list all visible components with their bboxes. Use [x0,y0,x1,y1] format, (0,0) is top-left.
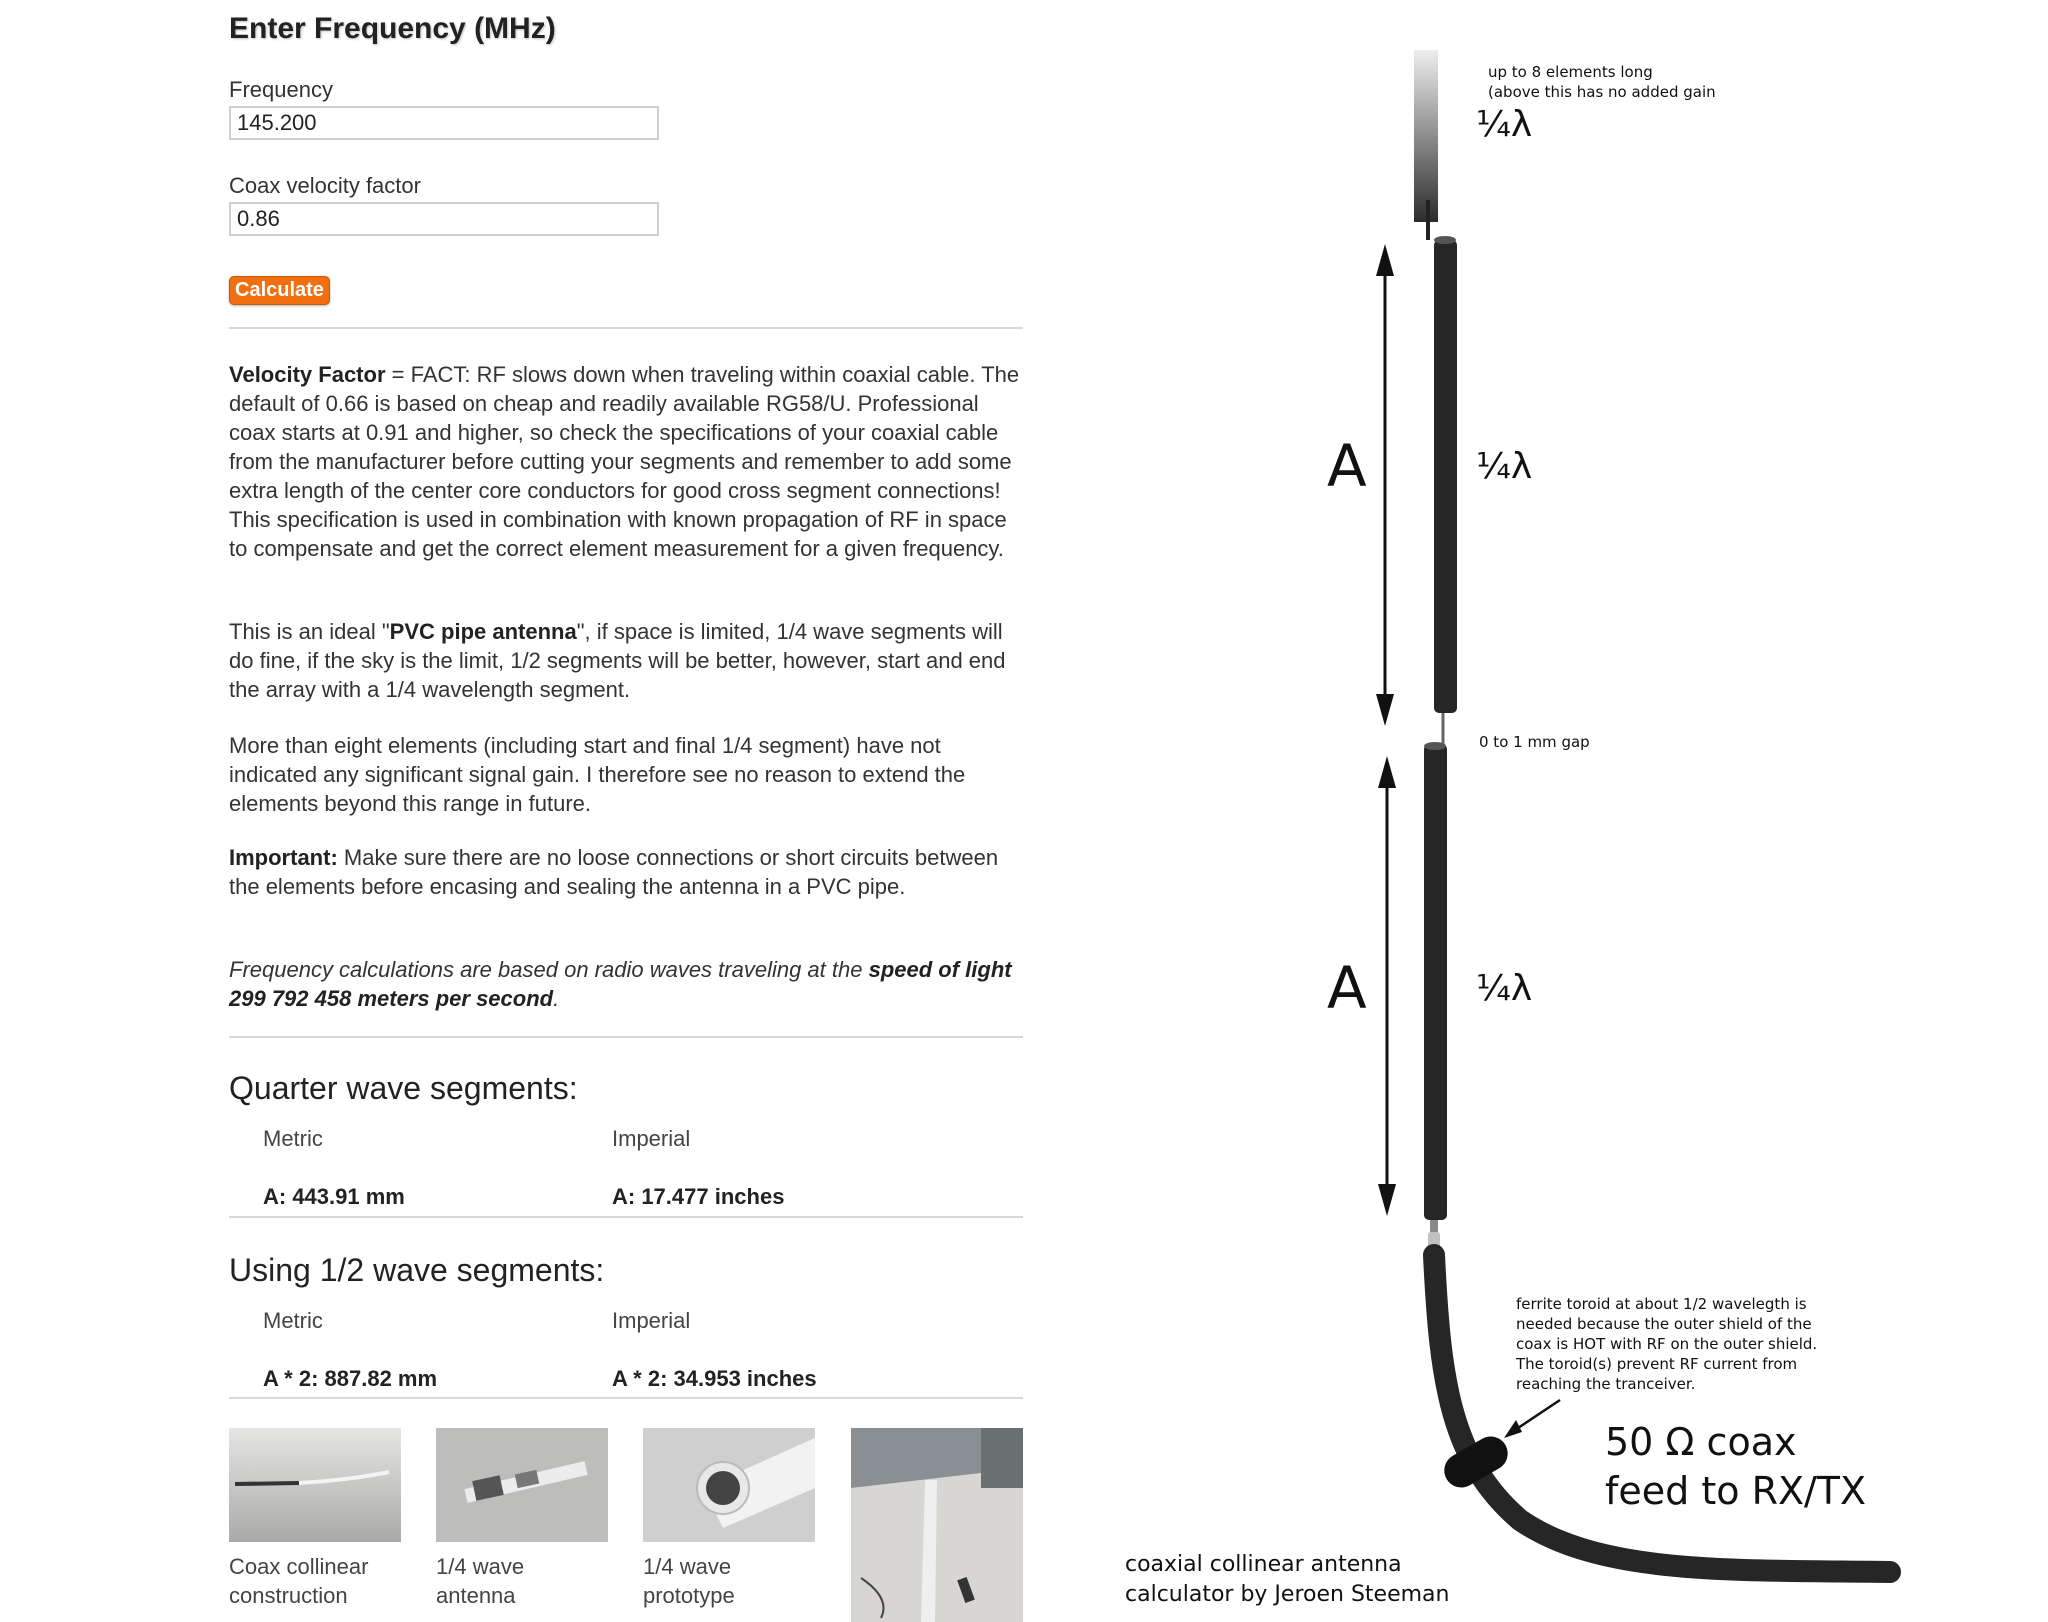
pvc-text-pre: This is an ideal " [229,619,390,644]
feed-label [1605,1418,1866,1516]
important-text: Make sure there are no loose connections or short circuits between the elements before encasing and sealing the antenna in a PVC pipe. [229,845,999,899]
speed-term: speed of light 299 792 458 meters per second [229,957,1012,1011]
half-metric-header: Metric [263,1308,323,1333]
gallery-caption-line: construction [229,1583,348,1608]
quarter-wave-antenna-photo[interactable] [436,1428,608,1542]
top-note [1488,62,1716,102]
pvc-term: PVC pipe antenna [389,619,577,644]
calculate-button[interactable]: Calculate [229,276,330,305]
velocity-factor-paragraph [229,360,1023,563]
table-divider [229,1216,1023,1218]
elements-paragraph: More than eight elements (including start and final 1/4 segment) have not indicated any significant signal gain. I therefore see no reason to extend the elements beyond this range in future. [229,733,966,816]
feed-label-line: 50 Ω coax [1605,1420,1797,1464]
table-divider [229,1397,1023,1399]
credit-line: calculator by Jeroen Steeman [1125,1582,1450,1607]
credit-text [1125,1550,1449,1610]
gallery-caption [436,1552,626,1610]
quarter-imperial-value: A: 17.477 inches [612,1184,785,1209]
velocity-factor-text: = FACT: RF slows down when traveling within coaxial cable. The default of 0.66 is based on cheap and readily available RG58/U. Professional coax starts at 0.91 and higher, so check the specifications of your coaxial cable from the manufacturer before cutting your segments and remember to add some extra length of the center core conductors for good cross segment connections! This specification is used in combination with known propagation of RF in space to compensate and get the correct element measurement for a given frequency. [229,362,1020,561]
top-element [1414,50,1438,222]
velocity-factor-input[interactable] [229,202,659,236]
half-imperial-header: Imperial [612,1308,691,1333]
ferrite-note [1516,1294,1817,1394]
dimension-a-label: A [1327,954,1367,1022]
upper-coax-segment [1434,240,1457,713]
form-title: Enter Frequency (MHz) [229,12,556,45]
ferrite-note-line: ferrite toroid at about 1/2 wavelegth is [1516,1295,1807,1313]
quarter-lambda-label: ¼λ [1476,104,1533,145]
feed-label-line: feed to RX/TX [1605,1469,1867,1513]
frequency-label: Frequency [229,77,333,102]
divider [229,1036,1023,1038]
quarter-metric-value: A: 443.91 mm [263,1184,405,1209]
top-note-line: up to 8 elements long [1488,63,1653,81]
lower-coax-segment [1424,744,1447,1220]
half-metric-value: A * 2: 887.82 mm [263,1366,438,1391]
top-note-line: (above this has no added gain [1488,83,1716,101]
ferrite-note-line: The toroid(s) prevent RF current from [1516,1355,1798,1373]
quarter-lambda-label: ¼λ [1476,446,1533,487]
speed-text-post: . [553,986,560,1011]
ferrite-note-line: needed because the outer shield of the [1516,1315,1812,1333]
gallery-caption-line: antenna [436,1583,516,1608]
divider [229,327,1023,329]
coax-construction-photo[interactable] [229,1428,401,1542]
antenna-diagram [1080,0,2048,1622]
gallery-caption-line: 1/4 wave [643,1554,732,1579]
gap-note: 0 to 1 mm gap [1479,733,1590,751]
gallery-caption-line: prototype [643,1583,735,1608]
quarter-lambda-label: ¼λ [1476,968,1533,1009]
pvc-text-post: ", if space is limited, 1/4 wave segments will do fine, if the sky is the limit, 1/2 segments will be better, however, start and end the array with a 1/4 wavelength segment. [229,619,1006,702]
frequency-input[interactable] [229,106,659,140]
half-wave-title: Using 1/2 wave segments: [229,1252,605,1288]
speed-of-light-paragraph [229,955,1023,1013]
quarter-imperial-header: Imperial [612,1126,691,1151]
gallery-caption [229,1552,419,1610]
velocity-factor-label: Coax velocity factor [229,173,421,198]
half-imperial-value: A * 2: 34.953 inches [612,1366,817,1391]
ferrite-note-line: reaching the tranceiver. [1516,1375,1696,1393]
gallery-caption-line: Coax collinear [229,1554,369,1579]
important-paragraph [229,843,1023,901]
quarter-wave-prototype-photo[interactable] [643,1428,815,1542]
credit-line: coaxial collinear antenna [1125,1552,1402,1577]
velocity-factor-term: Velocity Factor [229,362,386,387]
gallery-caption-line: 1/4 wave [436,1554,525,1579]
antenna-workbench-photo[interactable] [851,1428,1023,1622]
gallery-caption [643,1552,833,1610]
important-term: Important: [229,845,338,870]
pvc-paragraph [229,617,1023,704]
quarter-metric-header: Metric [263,1126,323,1151]
dimension-a-label: A [1327,432,1367,500]
quarter-wave-title: Quarter wave segments: [229,1070,578,1106]
ferrite-note-line: coax is HOT with RF on the outer shield. [1516,1335,1818,1353]
speed-text-pre: Frequency calculations are based on radio waves traveling at the [229,957,869,982]
